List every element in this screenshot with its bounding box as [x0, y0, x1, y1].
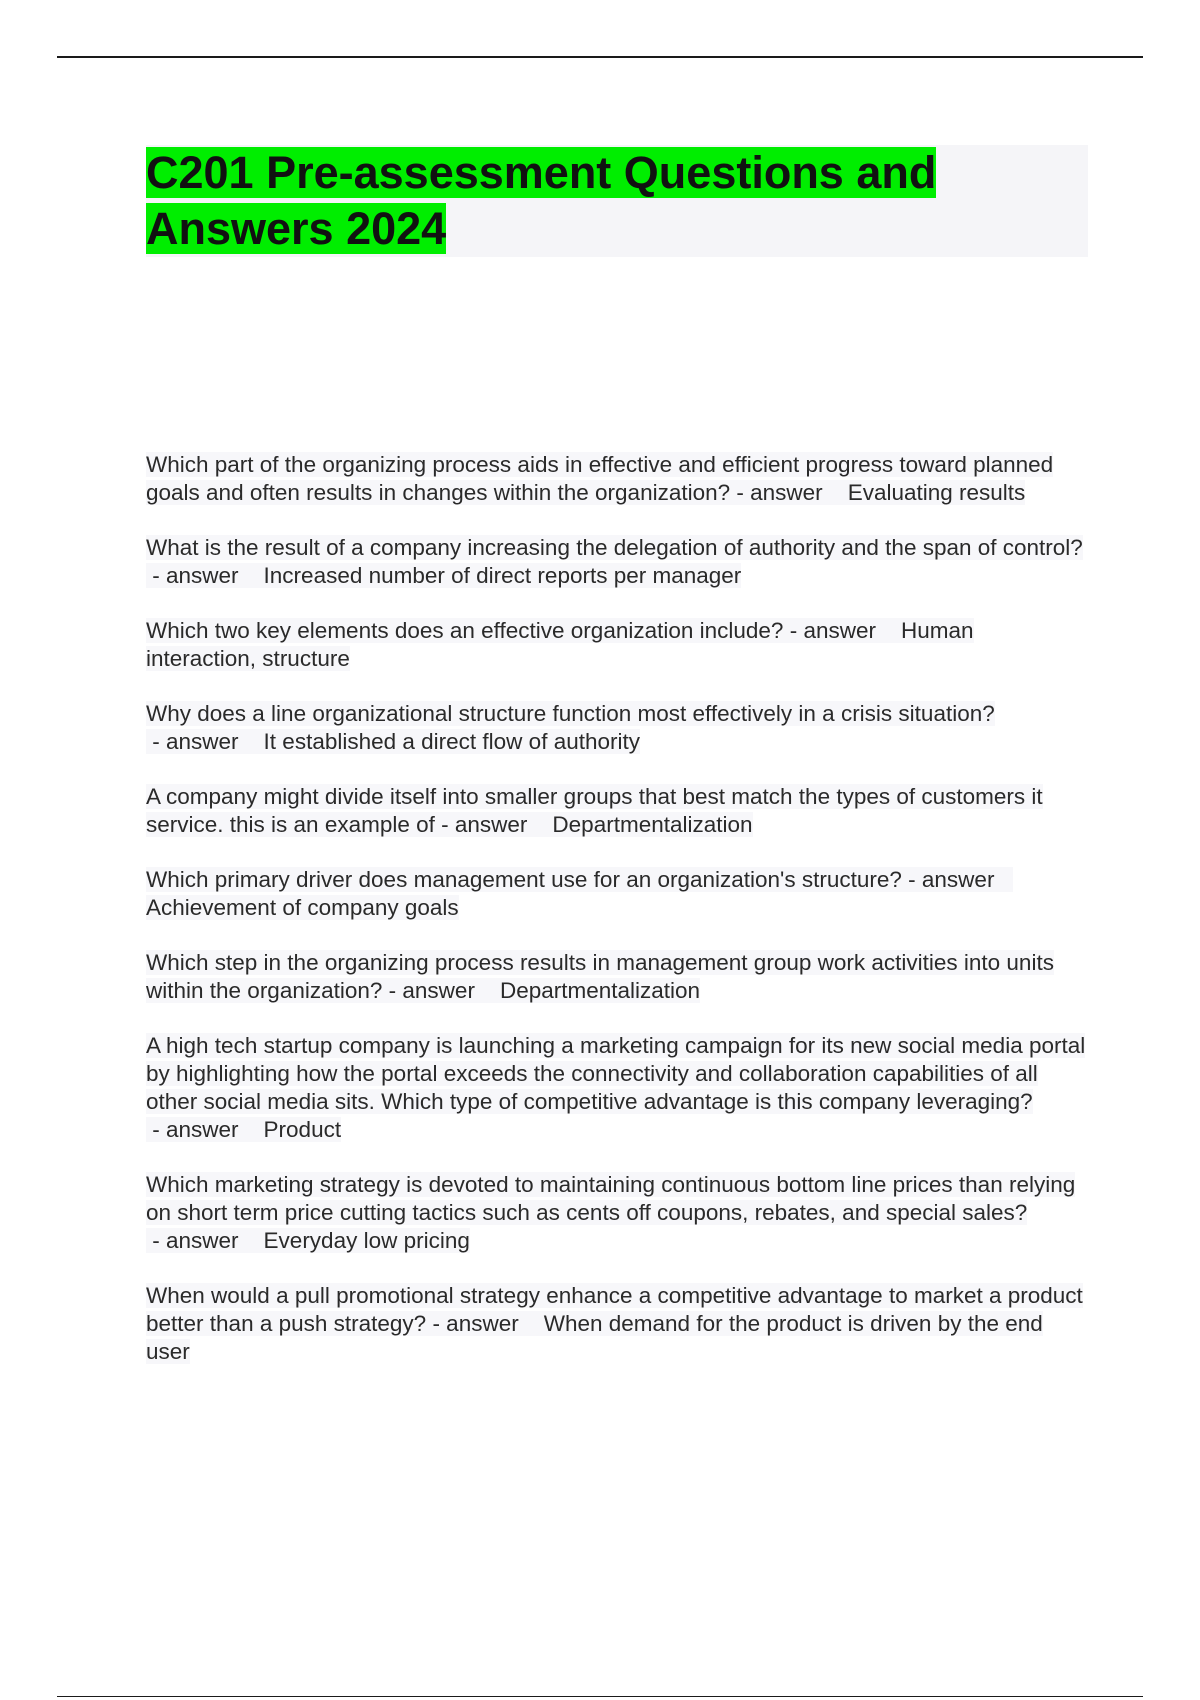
- question-text: When would a pull promotional strategy enhance a competitive advantage to market a product better than a push strategy?: [146, 1283, 1083, 1336]
- qa-item: [146, 783, 1086, 839]
- qa-item: [146, 534, 1086, 590]
- qa-item-text: [146, 784, 1043, 837]
- answer-text: Everyday low pricing: [263, 1228, 470, 1253]
- title-highlight: C201 Pre-assessment Questions and Answers 2024: [146, 147, 937, 254]
- qa-item-text: [146, 535, 1083, 588]
- question-text: Which part of the organizing process aids in effective and efficient progress toward planned goals and often results in changes within the organization?: [146, 452, 1054, 505]
- qa-item-text: [146, 618, 974, 671]
- answer-text: Achievement of company goals: [146, 895, 459, 920]
- answer-separator: - answer: [434, 812, 534, 837]
- answer-separator: - answer: [146, 563, 245, 588]
- question-text: Which marketing strategy is devoted to maintaining continuous bottom line prices than relying on short term price cutting tactics such as cents off coupons, rebates, and special sales?: [146, 1172, 1076, 1225]
- qa-item-text: [146, 950, 1054, 1003]
- answer-separator: - answer: [901, 867, 1001, 892]
- answer-separator: - answer: [146, 1228, 245, 1253]
- answer-text: Human interaction, structure: [146, 618, 974, 671]
- question-text: Why does a line organizational structure function most effectively in a crisis situation?: [146, 701, 995, 726]
- qa-item: [146, 949, 1086, 1005]
- qa-item-text: [146, 1172, 1075, 1253]
- answer-separator: - answer: [730, 480, 829, 505]
- page-title: [146, 145, 1088, 257]
- qa-item-text: [146, 867, 1013, 920]
- qa-item-text: [146, 452, 1053, 505]
- qa-item: [146, 866, 1086, 922]
- answer-text: Increased number of direct reports per manager: [263, 563, 742, 588]
- qa-item-text: [146, 1283, 1083, 1364]
- question-text: Which primary driver does management use for an organization's structure?: [146, 867, 902, 892]
- answer-text: It established a direct flow of authority: [263, 729, 640, 754]
- qa-item: [146, 1282, 1086, 1366]
- top-rule: [57, 56, 1143, 58]
- question-text: Which step in the organizing process results in management group work activities into units within the organization?: [146, 950, 1054, 1003]
- qa-item: [146, 1171, 1086, 1255]
- question-text: What is the result of a company increasing the delegation of authority and the span of control?: [146, 535, 1083, 560]
- answer-separator: - answer: [146, 1117, 245, 1142]
- question-text: A high tech startup company is launching a marketing campaign for its new social media portal by highlighting how the portal exceeds the connectivity and collaboration capabilities of all other social media sits. Which type of competitive advantage is this company leveraging?: [146, 1033, 1086, 1114]
- answer-separator: - answer: [382, 978, 482, 1003]
- answer-text: Product: [263, 1117, 342, 1142]
- qa-item-text: [146, 1033, 1085, 1142]
- title-block: [146, 145, 1088, 257]
- answer-text: Evaluating results: [847, 480, 1026, 505]
- answer-separator: - answer: [146, 729, 245, 754]
- answer-separator: - answer: [426, 1311, 525, 1336]
- qa-item: [146, 617, 1086, 673]
- qa-item: [146, 1032, 1086, 1144]
- qa-item: [146, 700, 1086, 756]
- answer-text: When demand for the product is driven by the end user: [146, 1311, 1043, 1364]
- question-text: A company might divide itself into smaller groups that best match the types of customers it service. this is an example of: [146, 784, 1043, 837]
- bottom-rule: [57, 1696, 1143, 1697]
- qa-item: [146, 451, 1086, 507]
- question-text: Which two key elements does an effective organization include?: [146, 618, 784, 643]
- qa-item-text: [146, 701, 995, 754]
- qa-list: [146, 451, 1086, 1393]
- answer-text: Departmentalization: [499, 978, 701, 1003]
- answer-separator: - answer: [783, 618, 883, 643]
- answer-text: Departmentalization: [552, 812, 753, 837]
